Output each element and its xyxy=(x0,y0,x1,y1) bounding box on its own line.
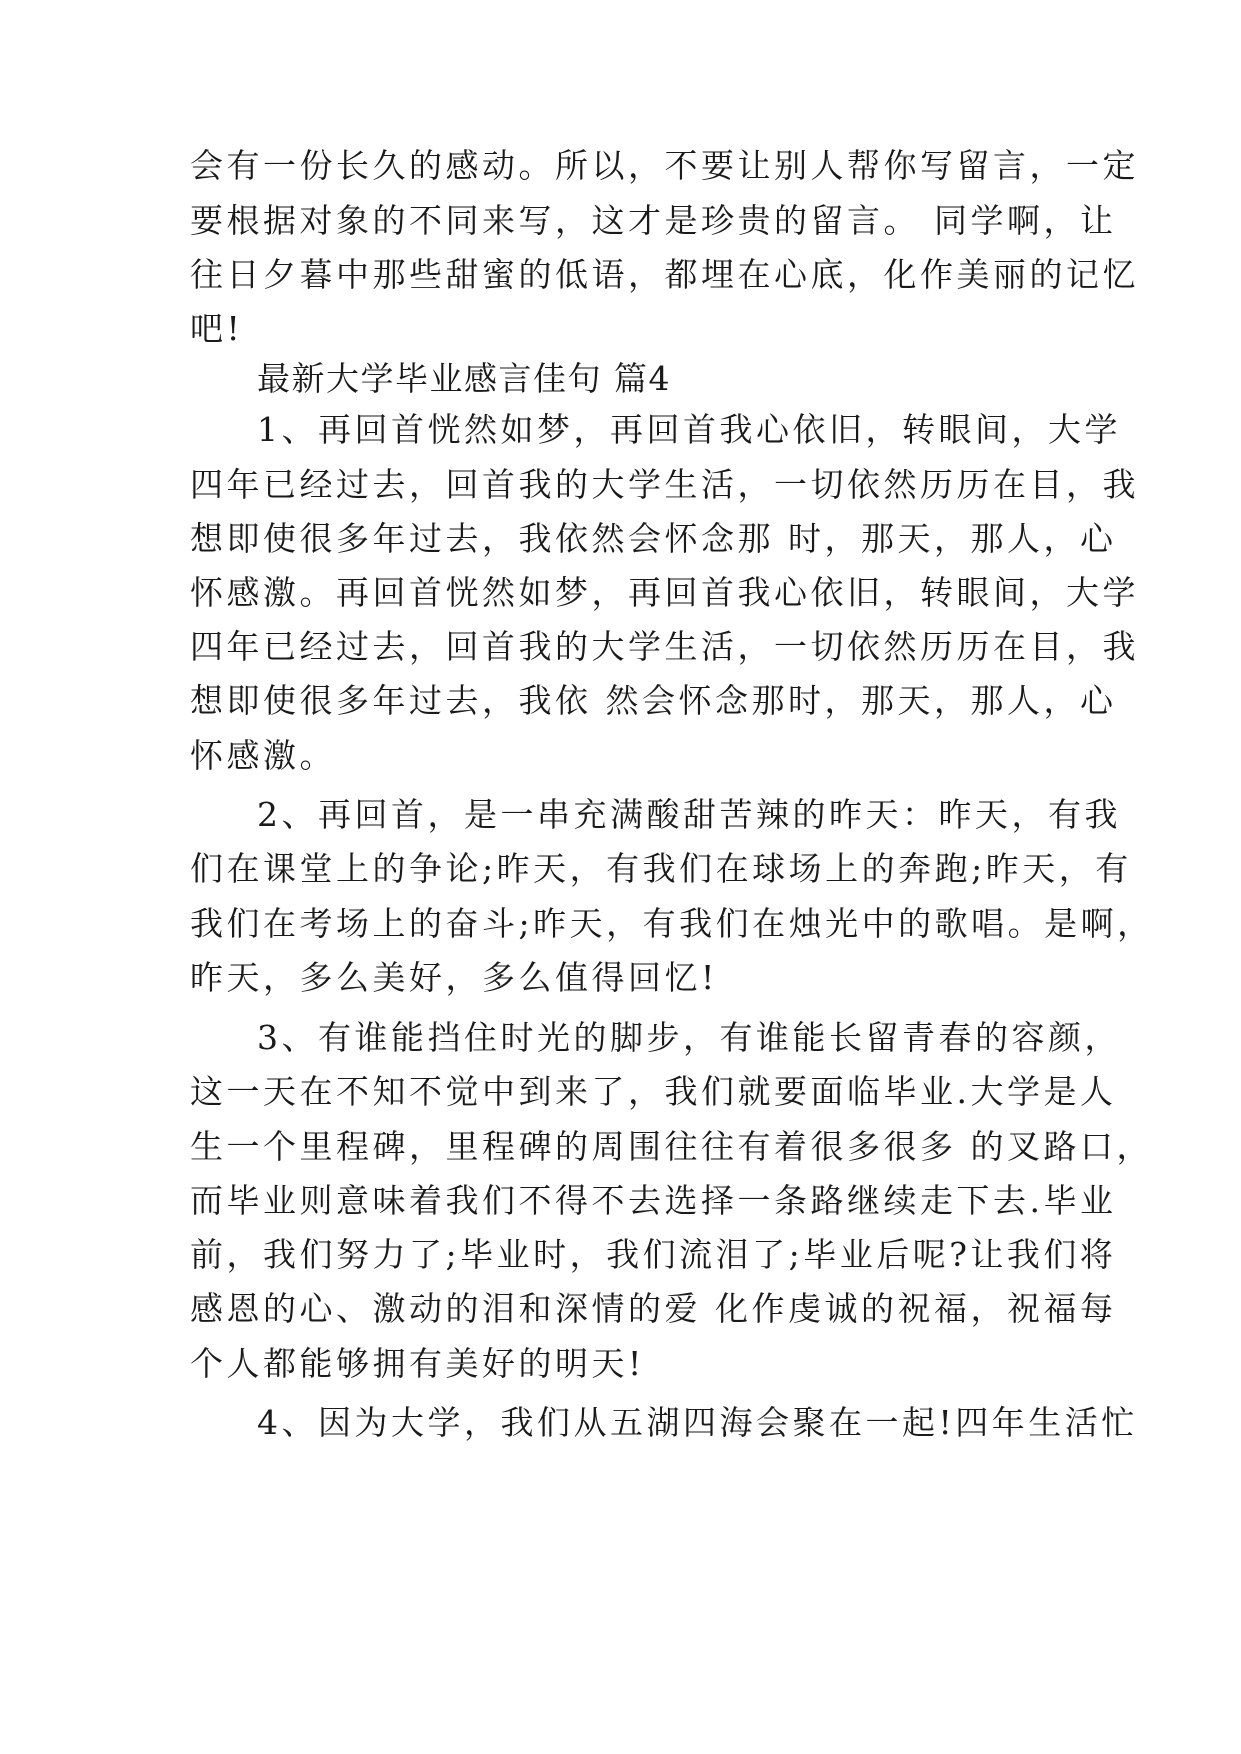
text-line: 昨天，多么美好，多么值得回忆! xyxy=(190,958,718,997)
text-line: 2、再回首，是一串充满酸甜苦辣的昨天：昨天，有我 xyxy=(257,795,1121,834)
text-line: 我们在考场上的奋斗;昨天，有我们在烛光中的歌唱。是啊， xyxy=(190,904,1154,943)
text-line: 吧! xyxy=(190,309,244,348)
text-line: 生一个里程碑，里程碑的周围往往有着很多很多 的叉路口， xyxy=(190,1127,1153,1166)
text-line: 感恩的心、激动的泪和深情的爱 化作虔诚的祝福，祝福每 xyxy=(190,1289,1117,1328)
text-line: 4、因为大学，我们从五湖四海会聚在一起!四年生活忙 xyxy=(257,1403,1138,1442)
text-line: 想即使很多年过去，我依然会怀念那 时，那天，那人，心 xyxy=(190,519,1117,558)
text-line: 四年已经过去，回首我的大学生活，一切依然历历在目，我 xyxy=(190,465,1139,504)
text-line: 往日夕暮中那些甜蜜的低语，都埋在心底，化作美丽的记忆 xyxy=(190,255,1139,294)
text-line: 这一天在不知不觉中到来了，我们就要面临毕业.大学是人 xyxy=(190,1072,1117,1111)
text-line: 而毕业则意味着我们不得不去选择一条路继续走下去.毕业 xyxy=(190,1181,1117,1220)
text-line: 前，我们努力了;毕业时，我们流泪了;毕业后呢?让我们将 xyxy=(190,1235,1117,1274)
text-line: 怀感激。再回首恍然如梦，再回首我心依旧，转眼间，大学 xyxy=(190,573,1139,612)
text-line: 们在课堂上的争论;昨天，有我们在球场上的奔跑;昨天，有 xyxy=(190,849,1132,888)
text-line: 1、再回首恍然如梦，再回首我心依旧，转眼间，大学 xyxy=(257,410,1121,449)
text-line: 四年已经过去，回首我的大学生活，一切依然历历在目，我 xyxy=(190,627,1139,666)
text-line: 要根据对象的不同来写，这才是珍贵的留言。 同学啊，让 xyxy=(190,201,1117,240)
text-line: 怀感激。 xyxy=(190,736,336,775)
section-heading: 最新大学毕业感言佳句 篇4 xyxy=(257,359,671,398)
text-line: 个人都能够拥有美好的明天! xyxy=(190,1344,645,1383)
text-line: 想即使很多年过去，我依 然会怀念那时，那天，那人，心 xyxy=(190,681,1117,720)
text-line: 会有一份长久的感动。所以，不要让别人帮你写留言，一定 xyxy=(190,146,1139,185)
text-line: 3、有谁能挡住时光的脚步，有谁能长留青春的容颜， xyxy=(257,1018,1121,1057)
